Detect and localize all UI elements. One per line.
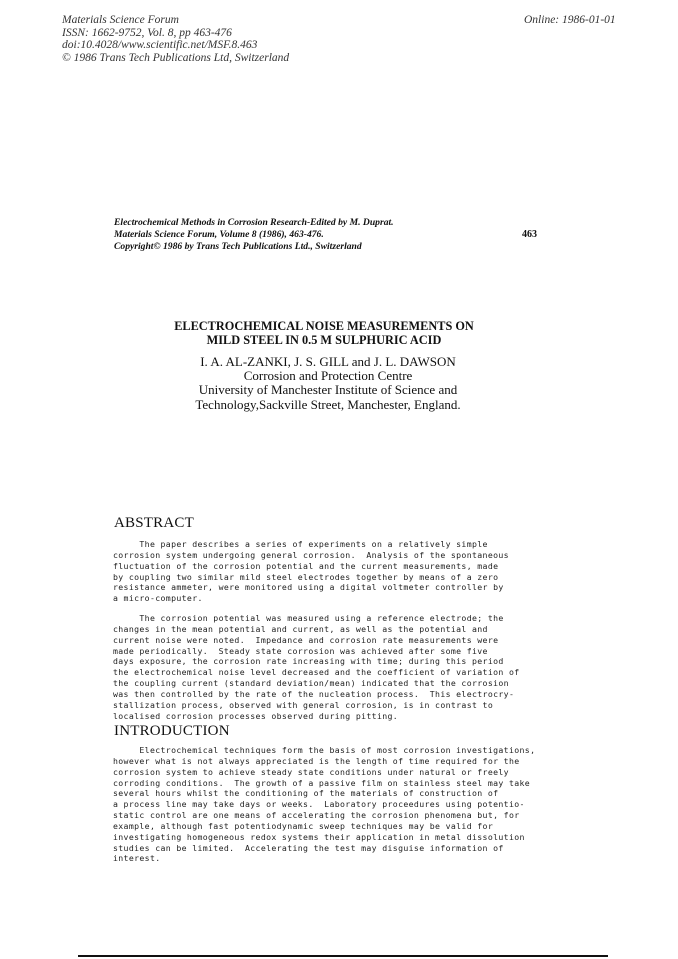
text-line: however what is not always appreciated is the length of time required for the xyxy=(113,755,520,766)
text-line: localised corrosion processes observed during pitting. xyxy=(113,710,399,721)
text-line: by coupling two similar mild steel electrodes together by means of a zero xyxy=(113,571,499,582)
text-line: several hours whilst the conditioning of the materials of construction of xyxy=(113,788,499,799)
abstract-paragraph-2 xyxy=(113,613,520,721)
affiliation-line: University of Manchester Institute of Science and xyxy=(198,382,458,398)
text-line: current noise were noted. Impedance and corrosion rate measurements were xyxy=(113,634,499,645)
online-date: Online: 1986-01-01 xyxy=(524,14,616,26)
text-line: was then controlled by the rate of the nucleation process. This electrocry- xyxy=(113,688,515,699)
paper-title xyxy=(100,320,548,347)
abstract-paragraph-1 xyxy=(113,539,509,604)
author-names: I. A. AL-ZANKI, J. S. GILL and J. L. DAWSON xyxy=(200,354,456,369)
journal-copyright: © 1986 Trans Tech Publications Ltd, Switzerland xyxy=(62,51,290,64)
text-line: made periodically. Steady state corrosion was achieved after some five xyxy=(113,645,488,656)
text-line: corrosion system to achieve steady state conditions under natural or freely xyxy=(113,766,509,777)
introduction-heading: INTRODUCTION xyxy=(114,723,230,739)
journal-name: Materials Science Forum xyxy=(62,14,179,26)
text-line: a process line may take days or weeks. Laboratory proceedures using potentio- xyxy=(113,799,525,810)
original-copyright: Copyright© 1986 by Trans Tech Publications Ltd., Switzerland xyxy=(114,240,362,252)
affiliation-line: Corrosion and Protection Centre xyxy=(243,368,413,384)
text-line: interest. xyxy=(113,853,161,864)
text-line: a micro-computer. xyxy=(113,593,203,604)
text-line: resistance ammeter, were monitored using a digital voltmeter controller by xyxy=(113,582,504,593)
abstract-heading: ABSTRACT xyxy=(114,515,194,531)
original-header xyxy=(114,217,394,252)
introduction-paragraph-1 xyxy=(113,745,535,864)
journal-doi: doi:10.4028/www.scientific.net/MSF.8.463 xyxy=(62,39,258,52)
author-block xyxy=(100,355,556,412)
volume-citation: Materials Science Forum, Volume 8 (1986), 463-476. xyxy=(114,228,324,240)
title-line: MILD STEEL IN 0.5 M SULPHURIC ACID xyxy=(206,332,442,347)
text-line: The paper describes a series of experiments on a relatively simple xyxy=(113,539,488,549)
text-line: investigating homogeneous redox systems their application in metal dissolution xyxy=(113,831,525,842)
journal-header xyxy=(62,14,289,64)
text-line: the electrochemical noise level decreased and the coefficient of variation of xyxy=(113,667,520,678)
footer-rule xyxy=(78,955,608,957)
affiliation-line: Technology,Sackville Street, Manchester, England. xyxy=(195,396,461,412)
page-number: 463 xyxy=(522,229,537,240)
journal-issn: ISSN: 1662-9752, Vol. 8, pp 463-476 xyxy=(62,26,232,39)
text-line: corrosion system undergoing general corrosion. Analysis of the spontaneous xyxy=(113,549,509,560)
text-line: fluctuation of the corrosion potential and the current measurements, made xyxy=(113,560,499,571)
text-line: The corrosion potential was measured using a reference electrode; the xyxy=(113,613,504,623)
book-citation: Electrochemical Methods in Corrosion Research-Edited by M. Duprat. xyxy=(114,217,394,228)
text-line: days exposure, the corrosion rate increasing with time; during this period xyxy=(113,656,504,667)
text-line: corroding conditions. The growth of a passive film on stainless steel may take xyxy=(113,777,531,788)
text-line: static control are one means of accelerating the corrosion phenomena but, for xyxy=(113,810,520,821)
text-line: the coupling current (standard deviation/mean) indicated that the corrosion xyxy=(113,678,509,689)
text-line: changes in the mean potential and current, as well as the potential and xyxy=(113,623,488,634)
title-line: ELECTROCHEMICAL NOISE MEASUREMENTS ON xyxy=(174,319,474,333)
text-line: stallization process, observed with general corrosion, is in contrast to xyxy=(113,699,494,710)
text-line: example, although fast potentiodynamic sweep techniques may be valid for xyxy=(113,820,494,831)
text-line: studies can be limited. Accelerating the test may disguise information of xyxy=(113,842,504,853)
text-line: Electrochemical techniques form the basis of most corrosion investigations, xyxy=(113,745,536,755)
